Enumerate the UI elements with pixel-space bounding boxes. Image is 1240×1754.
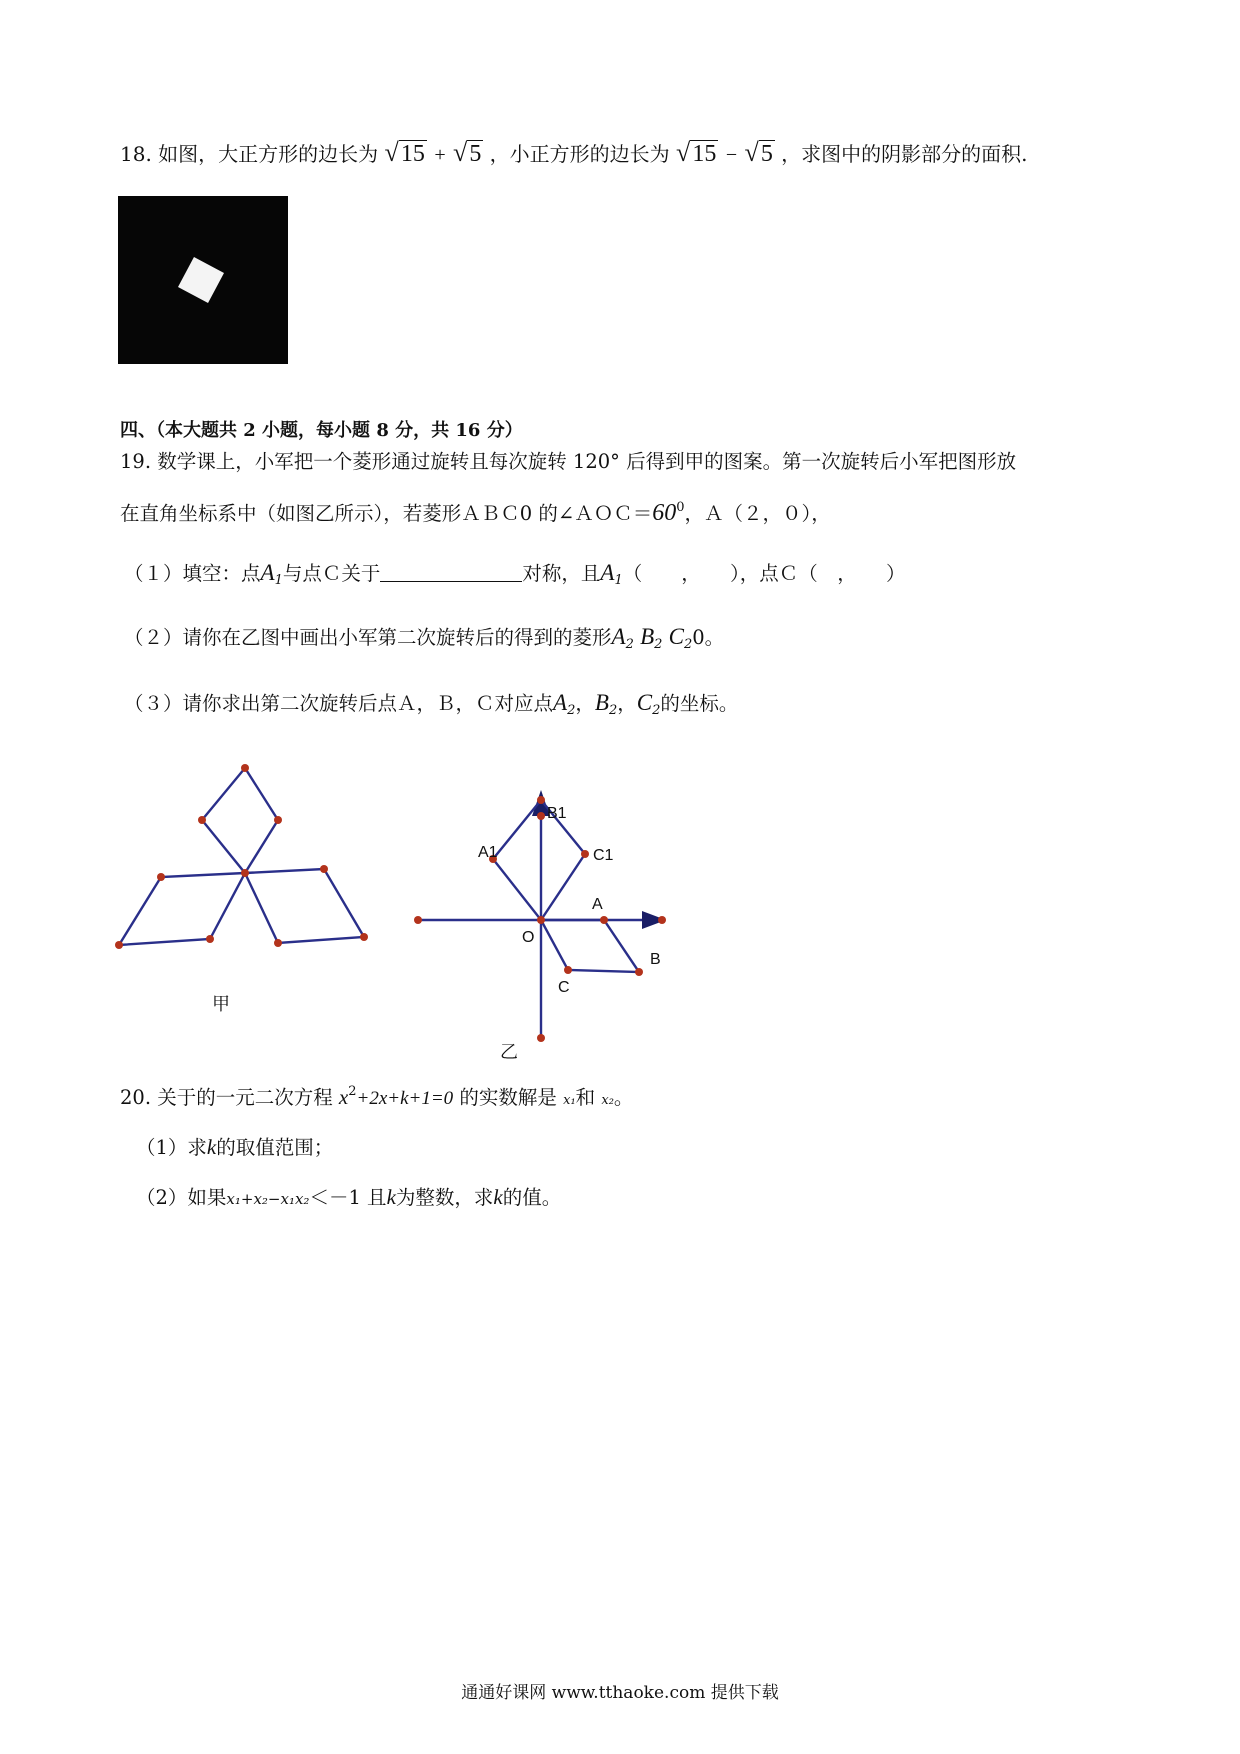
q19-p2-a: （２）请你在乙图中画出小军第二次旋转后的得到的菱形 bbox=[124, 626, 612, 649]
label-b1: B1 bbox=[547, 805, 567, 822]
angle-value: 60 bbox=[652, 500, 677, 526]
q20-line1 bbox=[120, 1082, 633, 1110]
c2-letter: C bbox=[668, 624, 684, 649]
footer-text: 通通好课网 www.tthaoke.com 提供下载 bbox=[461, 1683, 779, 1703]
eq-square: 2 bbox=[348, 1084, 357, 1099]
a2-sub-b: 2 bbox=[567, 703, 576, 718]
q19-p2-b: 0。 bbox=[692, 626, 725, 649]
label-b: B bbox=[650, 951, 661, 968]
a2-letter-b: A bbox=[553, 690, 568, 715]
comma-1: ， bbox=[575, 692, 595, 715]
q20-p2-b: ＜－1 且 bbox=[309, 1186, 387, 1209]
minus-sign: − bbox=[724, 144, 739, 166]
label-c: C bbox=[558, 979, 570, 996]
and-word: 和 bbox=[575, 1086, 596, 1109]
a2-sub: 2 bbox=[625, 637, 634, 652]
q18-text-a: 如图，大正方形的边长为 bbox=[158, 142, 379, 166]
sqrt-15-a: √15 bbox=[384, 138, 425, 167]
sqrt-5-a: √5 bbox=[453, 138, 482, 167]
label-o: O bbox=[522, 929, 535, 946]
rhombus-right bbox=[245, 869, 364, 943]
q19-part1 bbox=[124, 558, 906, 588]
q20-end: 。 bbox=[613, 1086, 634, 1109]
q20-p1-a: （1）求 bbox=[136, 1136, 207, 1159]
b2-letter: B bbox=[640, 624, 655, 649]
c2-letter-b: C bbox=[636, 690, 653, 715]
root-x2: x₂ bbox=[601, 1093, 614, 1108]
q19-p3-a: （３）请你求出第二次旋转后点Ａ，Ｂ，Ｃ对应点 bbox=[124, 692, 554, 715]
point-a1: A bbox=[260, 560, 275, 585]
q20-expr: x₁+x₂−x₁x₂ bbox=[226, 1190, 310, 1208]
q20-part2 bbox=[136, 1182, 561, 1210]
q19-p1-c: 对称，且 bbox=[522, 562, 601, 585]
angle-degree: 0 bbox=[676, 500, 685, 515]
eq-x: x bbox=[338, 1085, 349, 1109]
sqrt-15-b: √15 bbox=[676, 138, 717, 167]
c2-sub-b: 2 bbox=[652, 703, 661, 718]
root-x1: x₁ bbox=[563, 1093, 576, 1108]
q18-text-b: ，小正方形的边长为 bbox=[489, 142, 670, 166]
rhombus-left bbox=[119, 873, 245, 945]
q19-line2 bbox=[120, 498, 831, 527]
var-k: k bbox=[206, 1135, 217, 1159]
q20-p2-c: 为整数，求 bbox=[395, 1186, 494, 1209]
figure-yi-label: 乙 bbox=[500, 1042, 518, 1063]
q20-p2-d: 的值。 bbox=[502, 1186, 562, 1209]
q18-line bbox=[120, 138, 1028, 168]
q20-part1 bbox=[136, 1132, 333, 1160]
c2-sub: 2 bbox=[683, 637, 693, 652]
q19-part3 bbox=[124, 688, 738, 718]
sub-1: 1 bbox=[274, 573, 283, 588]
q19-line1: 19. 数学课上，小军把一个菱形通过旋转且每次旋转 120° 后得到甲的图案。第一次旋转后小军把图形放 bbox=[120, 450, 1017, 473]
label-c1: C1 bbox=[593, 847, 614, 864]
q18-small-square bbox=[178, 257, 224, 303]
sqrt-5-b: √5 bbox=[744, 138, 773, 167]
q18-text-c: ，求图中的阴影部分的面积. bbox=[781, 142, 1028, 166]
answer-blank[interactable] bbox=[380, 563, 522, 582]
q18-number: 18. bbox=[120, 142, 152, 166]
figure-yi bbox=[410, 770, 700, 1070]
figure-jia bbox=[100, 750, 390, 1020]
figure-jia-label: 甲 bbox=[212, 994, 230, 1015]
label-a: A bbox=[592, 896, 603, 913]
q19-p1-d: （ ， ），点Ｃ（ ， ） bbox=[622, 562, 906, 585]
b2-sub-b: 2 bbox=[608, 703, 618, 718]
eq-rest: +2x+k+1=0 bbox=[356, 1088, 454, 1109]
jia-vertex-dots bbox=[115, 764, 368, 949]
q20-line1-a: 20. 关于的一元二次方程 bbox=[120, 1086, 333, 1109]
sub-1-b: 1 bbox=[614, 573, 623, 588]
q20-line1-b: 的实数解是 bbox=[459, 1086, 557, 1109]
plus-sign: + bbox=[433, 144, 447, 166]
q19-p3-b: 的坐标。 bbox=[660, 692, 739, 715]
point-a1-b: A bbox=[600, 560, 615, 585]
b2-sub: 2 bbox=[654, 637, 663, 652]
q19-part2 bbox=[124, 622, 724, 652]
section-heading: 四、（本大题共 2 小题，每小题 8 分，共 16 分） bbox=[120, 420, 523, 441]
q18-big-square bbox=[118, 196, 288, 364]
q19-p1-b: 与点Ｃ关于 bbox=[282, 562, 381, 585]
a2-letter: A bbox=[611, 624, 626, 649]
q19-p1-a: （１）填空：点 bbox=[124, 562, 261, 585]
comma-2: ， bbox=[617, 692, 637, 715]
rhombus-oabc bbox=[541, 920, 639, 972]
q20-p1-b: 的取值范围； bbox=[216, 1136, 334, 1159]
q20-p2-a: （2）如果 bbox=[136, 1186, 227, 1209]
q19-line2-a: 在直角坐标系中（如图乙所示），若菱形ＡＢＣ0 的∠ＡＯＣ＝ bbox=[120, 502, 653, 525]
var-k-b: k bbox=[386, 1185, 396, 1209]
rhombus-top bbox=[202, 768, 278, 873]
var-k-c: k bbox=[493, 1185, 503, 1209]
q19-line2-b: ，Ａ（２，０）， bbox=[684, 502, 831, 525]
b2-letter-b: B bbox=[594, 690, 609, 715]
label-a1: A1 bbox=[478, 844, 498, 861]
